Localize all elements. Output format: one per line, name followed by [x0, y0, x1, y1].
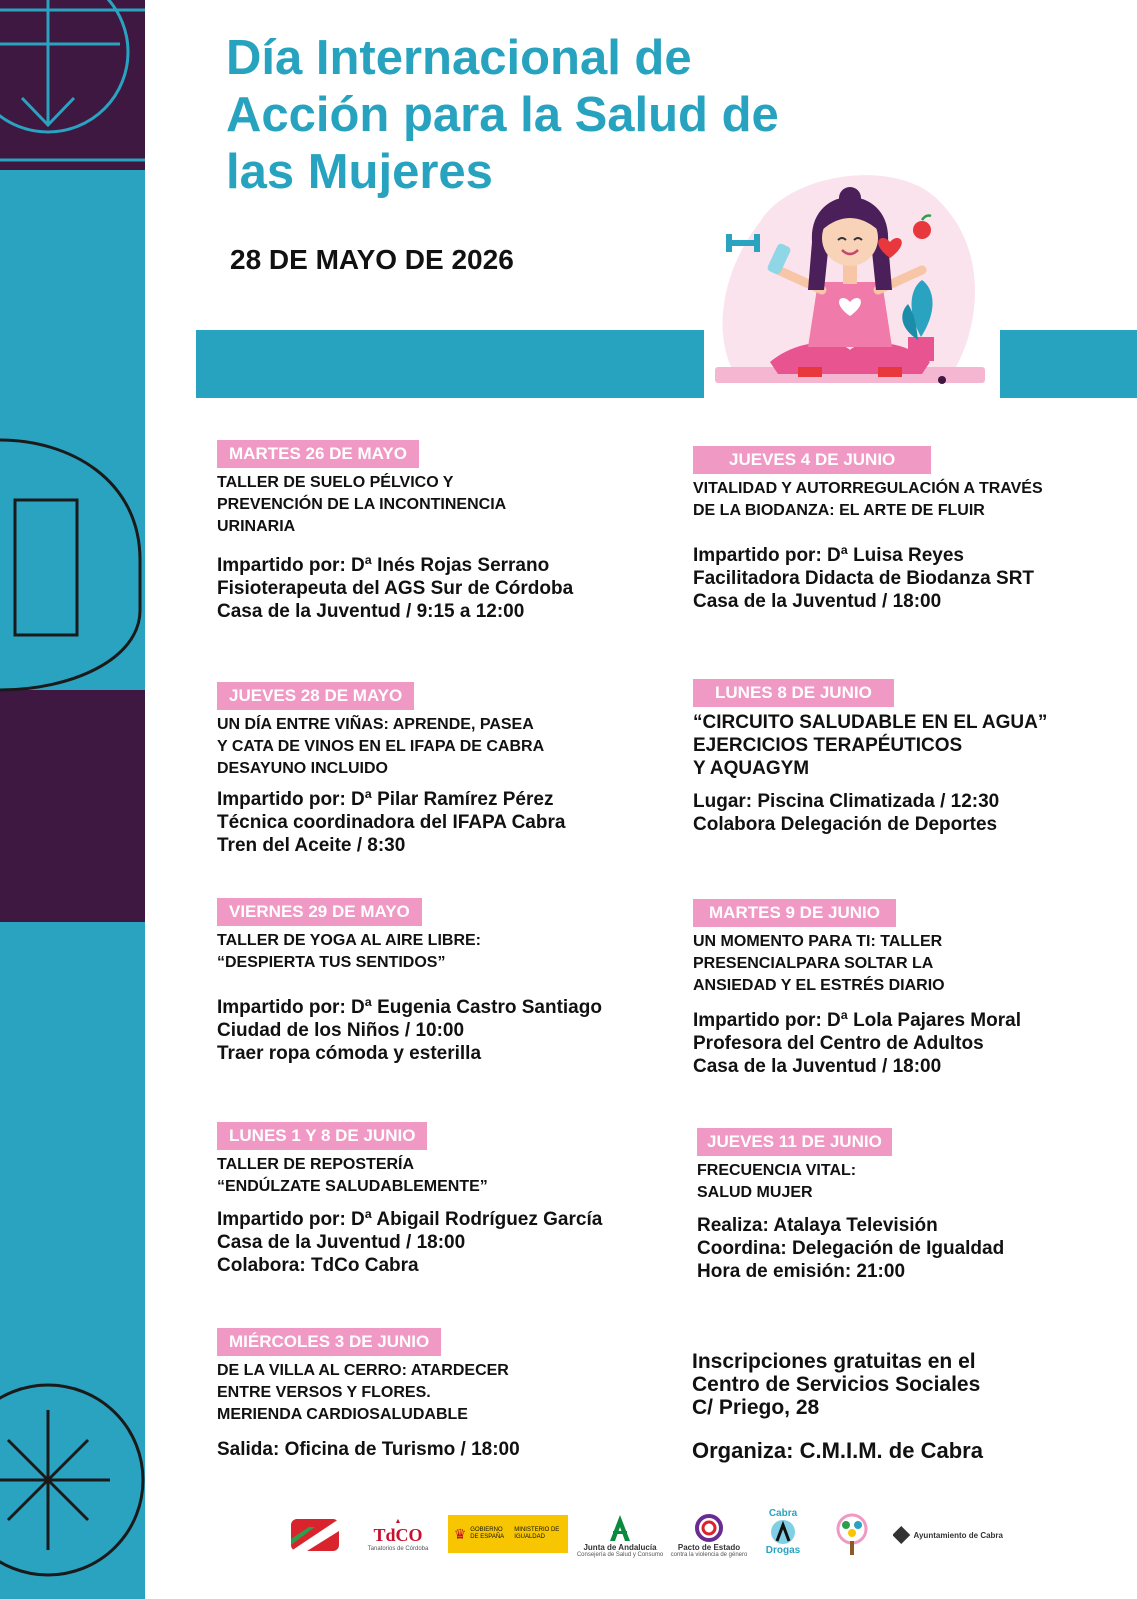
event-day-tag: VIERNES 29 DE MAYO	[217, 898, 422, 926]
event-title	[217, 930, 657, 974]
event-detail-line: Ciudad de los Niños / 10:00	[217, 1020, 465, 1041]
event-detail-line: Coordina: Delegación de Igualdad	[697, 1238, 1005, 1259]
event-detail-line: Tren del Aceite / 8:30	[217, 835, 406, 856]
event-title	[693, 711, 1133, 780]
event-details	[697, 1214, 1137, 1283]
cabra-drogas-text: Cabra	[768, 1508, 798, 1519]
inscriptions-line: C/ Priego, 28	[692, 1396, 820, 1419]
event-title-line: “CIRCUITO SALUDABLE EN EL AGUA”	[693, 712, 1048, 733]
event-title-line: PRESENCIALPARA SOLTAR LA	[693, 955, 934, 972]
event-detail-line: Salida: Oficina de Turismo / 18:00	[217, 1439, 520, 1460]
ayuntamiento-emblem-icon	[893, 1522, 910, 1548]
red-green-emblem-logo	[285, 1505, 345, 1565]
event-detail-line: Casa de la Juventud / 18:00	[217, 1232, 466, 1253]
meditating-woman-illustration	[700, 162, 1000, 402]
event-title-line: ANSIEDAD Y EL ESTRÉS DIARIO	[693, 977, 945, 994]
event-day-tag: MARTES 26 DE MAYO	[217, 440, 419, 468]
event-day-tag: MARTES 9 DE JUNIO	[693, 899, 896, 927]
inscriptions-line: Centro de Servicios Sociales	[692, 1373, 981, 1396]
junta-andalucia-logo	[576, 1505, 664, 1565]
event-card	[217, 1328, 657, 1461]
event-title-line: “ENDÚLZATE SALUDABLEMENTE”	[217, 1178, 488, 1195]
pacto-estado-icon	[692, 1513, 726, 1543]
pacto-text: Pacto de Estado	[677, 1542, 741, 1552]
event-title-line: UN DÍA ENTRE VIÑAS: APRENDE, PASEA	[217, 716, 534, 733]
ayuntamiento-text: Ayuntamiento de Cabra	[913, 1530, 1003, 1540]
event-details	[217, 788, 657, 857]
event-title-line: DE LA VILLA AL CERRO: ATARDECER	[217, 1362, 509, 1379]
event-card	[217, 682, 657, 857]
event-detail-line: Casa de la Juventud / 18:00	[693, 591, 942, 612]
event-title	[697, 1160, 1137, 1204]
event-date: 28 DE MAYO DE 2026	[230, 244, 514, 275]
pacto-estado-logo	[670, 1505, 748, 1565]
event-card	[693, 446, 1133, 613]
event-detail-line: Hora de emisión: 21:00	[697, 1261, 906, 1282]
event-title	[217, 472, 657, 538]
title-line: Acción para la Salud de	[226, 88, 779, 142]
gobierno-text: GOBIERNO DE ESPAÑA	[470, 1527, 505, 1540]
event-title-line: MERIENDA CARDIOSALUDABLE	[217, 1406, 468, 1423]
event-day-tag: LUNES 8 DE JUNIO	[693, 679, 894, 707]
event-title-line: TALLER DE SUELO PÉLVICO Y	[217, 474, 454, 491]
sponsor-logos	[285, 1505, 1025, 1575]
event-title	[693, 478, 1133, 522]
event-title-line: ENTRE VERSOS Y FLORES.	[217, 1384, 431, 1401]
event-title-line: TALLER DE YOGA AL AIRE LIBRE:	[217, 932, 482, 949]
event-detail-line: Casa de la Juventud / 9:15 a 12:00	[217, 601, 525, 622]
event-title-line: TALLER DE REPOSTERÍA	[217, 1156, 415, 1173]
event-day-tag: JUEVES 4 DE JUNIO	[693, 446, 931, 474]
tdco-logo	[365, 1505, 431, 1565]
event-title-line: EJERCICIOS TERAPÉUTICOS	[693, 735, 963, 756]
junta-text: Junta de Andalucía	[583, 1542, 657, 1552]
ayuntamiento-cabra-logo	[893, 1505, 1003, 1565]
event-details	[217, 554, 657, 623]
ministerio-text: MINISTERIO DE IGUALDAD	[514, 1527, 560, 1540]
event-detail-line: Impartido por: Dª Inés Rojas Serrano	[217, 555, 550, 576]
event-detail-line: Traer ropa cómoda y esterilla	[217, 1043, 482, 1064]
inscriptions-info	[692, 1350, 1112, 1462]
title-line: las Mujeres	[226, 145, 493, 199]
event-details	[217, 1438, 657, 1461]
event-title	[217, 1360, 657, 1426]
junta-subtext: Consejería de Salud y Consumo	[576, 1551, 664, 1558]
event-title	[217, 1154, 657, 1198]
event-details	[217, 1208, 657, 1277]
event-card	[697, 1128, 1137, 1283]
organizer-text: Organiza: C.M.I.M. de Cabra	[692, 1438, 983, 1463]
event-details	[693, 544, 1133, 613]
event-title-line: “DESPIERTA TUS SENTIDOS”	[217, 954, 446, 971]
event-day-tag: JUEVES 11 DE JUNIO	[697, 1128, 892, 1156]
event-detail-line: Facilitadora Didacta de Biodanza SRT	[693, 568, 1035, 589]
event-details	[693, 1009, 1133, 1078]
event-detail-line: Lugar: Piscina Climatizada / 12:30	[693, 791, 1000, 812]
decorative-sidebar	[0, 0, 145, 1599]
tree-emblem-logo	[830, 1505, 874, 1565]
event-title-line: Y AQUAGYM	[693, 758, 810, 779]
event-detail-line: Impartido por: Dª Abigail Rodríguez García	[217, 1209, 603, 1230]
event-detail-line: Colabora Delegación de Deportes	[693, 814, 998, 835]
event-title-line: UN MOMENTO PARA TI: TALLER	[693, 933, 943, 950]
teal-band-left	[196, 330, 704, 398]
event-detail-line: Impartido por: Dª Lola Pajares Moral	[693, 1010, 1021, 1031]
event-detail-line: Colabora: TdCo Cabra	[217, 1255, 419, 1276]
event-title-line: PREVENCIÓN DE LA INCONTINENCIA	[217, 496, 507, 513]
event-title-line: DESAYUNO INCLUIDO	[217, 760, 388, 777]
event-card	[217, 898, 657, 1065]
event-title-line: URINARIA	[217, 518, 296, 535]
event-detail-line: Impartido por: Dª Eugenia Castro Santiago	[217, 997, 602, 1018]
event-day-tag: LUNES 1 Y 8 DE JUNIO	[217, 1122, 427, 1150]
title-line: Día Internacional de	[226, 31, 692, 85]
event-card	[693, 899, 1133, 1078]
event-detail-line: Impartido por: Dª Pilar Ramírez Pérez	[217, 789, 554, 810]
event-detail-line: Impartido por: Dª Luisa Reyes	[693, 545, 964, 566]
tdco-logo-subtext: Tanatorios de Córdoba	[367, 1546, 429, 1552]
event-title-line: Y CATA DE VINOS EN EL IFAPA DE CABRA	[217, 738, 545, 755]
event-detail-line: Técnica coordinadora del IFAPA Cabra	[217, 812, 566, 833]
sidebar-line-art	[0, 0, 145, 1599]
event-card	[217, 440, 657, 623]
event-detail-line: Casa de la Juventud / 18:00	[693, 1056, 942, 1077]
event-day-tag: JUEVES 28 DE MAYO	[217, 682, 414, 710]
event-detail-line: Profesora del Centro de Adultos	[693, 1033, 984, 1054]
event-details	[217, 996, 657, 1065]
event-details	[693, 790, 1133, 836]
event-card	[217, 1122, 657, 1277]
event-title-line: DE LA BIODANZA: EL ARTE DE FLUIR	[693, 502, 985, 519]
junta-andalucia-icon	[605, 1513, 635, 1543]
tdco-logo-text: TdCO	[373, 1525, 423, 1545]
pacto-subtext: contra la violencia de género	[670, 1551, 748, 1558]
teal-band-right	[1000, 330, 1137, 398]
gobierno-espana-logo	[448, 1515, 568, 1553]
cabra-drogas-text: Drogas	[765, 1545, 801, 1556]
event-card	[693, 679, 1133, 836]
coat-of-arms-icon: ♛	[453, 1525, 467, 1542]
event-title	[693, 931, 1133, 997]
event-title-line: VITALIDAD Y AUTORREGULACIÓN A TRAVÉS	[693, 480, 1043, 497]
flame-icon: ▲	[394, 1518, 402, 1525]
event-detail-line: Fisioterapeuta del AGS Sur de Córdoba	[217, 578, 574, 599]
event-detail-line: Realiza: Atalaya Televisión	[697, 1215, 938, 1236]
ribbon-icon	[764, 1519, 802, 1545]
event-title-line: SALUD MUJER	[697, 1184, 813, 1201]
event-title-line: FRECUENCIA VITAL:	[697, 1162, 857, 1179]
inscriptions-line: Inscripciones gratuitas en el	[692, 1350, 976, 1373]
cabra-drogas-logo	[755, 1499, 811, 1565]
event-day-tag: MIÉRCOLES 3 DE JUNIO	[217, 1328, 441, 1356]
event-title	[217, 714, 657, 780]
